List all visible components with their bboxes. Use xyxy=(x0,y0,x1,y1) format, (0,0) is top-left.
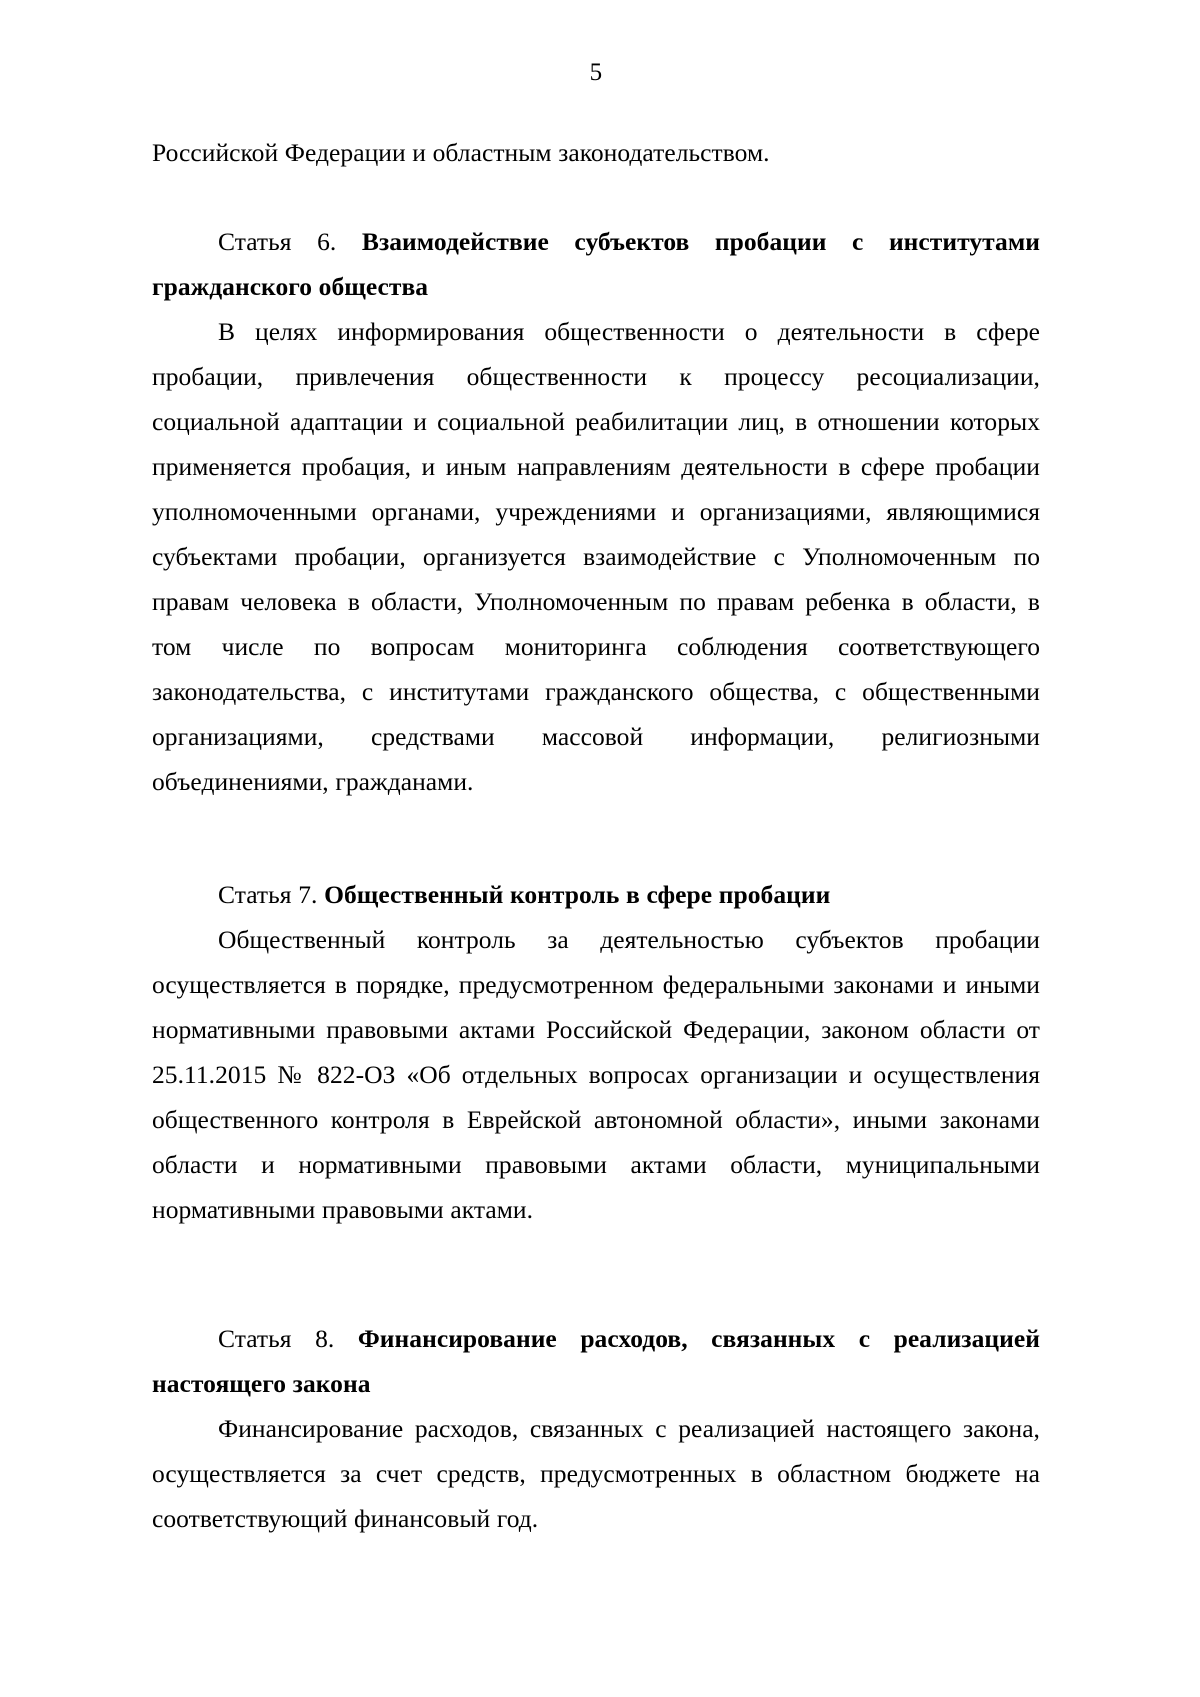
article-7-body: Общественный контроль за деятельностью субъектов пробации осуществляется в порядке, предусмотренном федеральными законами и иными нормативными правовыми актами Российской Федерации, законом области от 25.11.2015 № 822-ОЗ «Об отдельных вопросах организации и осуществления общественного контроля в Еврейской автономной области», иными законами области и нормативными правовыми актами области, муниципальными нормативными правовыми актами. xyxy=(152,925,1040,1224)
article-7-title: Общественный контроль в сфере пробации xyxy=(324,880,831,909)
article-6-heading xyxy=(152,219,1040,309)
page-content xyxy=(152,0,1040,1541)
continuation-paragraph: Российской Федерации и областным законодательством. xyxy=(152,138,770,167)
article-6-body: В целях информирования общественности о деятельности в сфере пробации, привлечения общественности к процессу ресоциализации, социальной адаптации и социальной реабилитации лиц, в отношении которых применяется пробация, и иным направлениям деятельности в сфере пробации уполномоченными органами, учреждениями и организациями, являющимися субъектами пробации, организуется взаимодействие с Уполномоченным по правам человека в области, Уполномоченным по правам ребенка в области, в том числе по вопросам мониторинга соблюдения соответствующего законодательства, с институтами гражданского общества, с общественными организациями, средствами массовой информации, религиозными объединениями, гражданами. xyxy=(152,317,1040,796)
spacer xyxy=(152,175,1040,187)
article-6-label: Статья 6. xyxy=(218,227,337,256)
article-8-heading xyxy=(152,1316,1040,1406)
article-8-body: Финансирование расходов, связанных с реализацией настоящего закона, осуществляется за счет средств, предусмотренных в областном бюджете на соответствующий финансовый год. xyxy=(152,1414,1040,1533)
article-8-label: Статья 8. xyxy=(218,1324,335,1353)
spacer xyxy=(152,1232,1040,1284)
article-8-title: Финансирование расходов, связанных с реализацией настоящего закона xyxy=(152,1324,1040,1398)
page-number: 5 xyxy=(589,59,603,86)
spacer xyxy=(152,804,1040,840)
article-7-label: Статья 7. xyxy=(218,880,318,909)
spacer xyxy=(152,85,1040,97)
article-7-heading xyxy=(152,872,1040,917)
article-6-title: Взаимодействие субъектов пробации с институтами гражданского общества xyxy=(152,227,1040,301)
